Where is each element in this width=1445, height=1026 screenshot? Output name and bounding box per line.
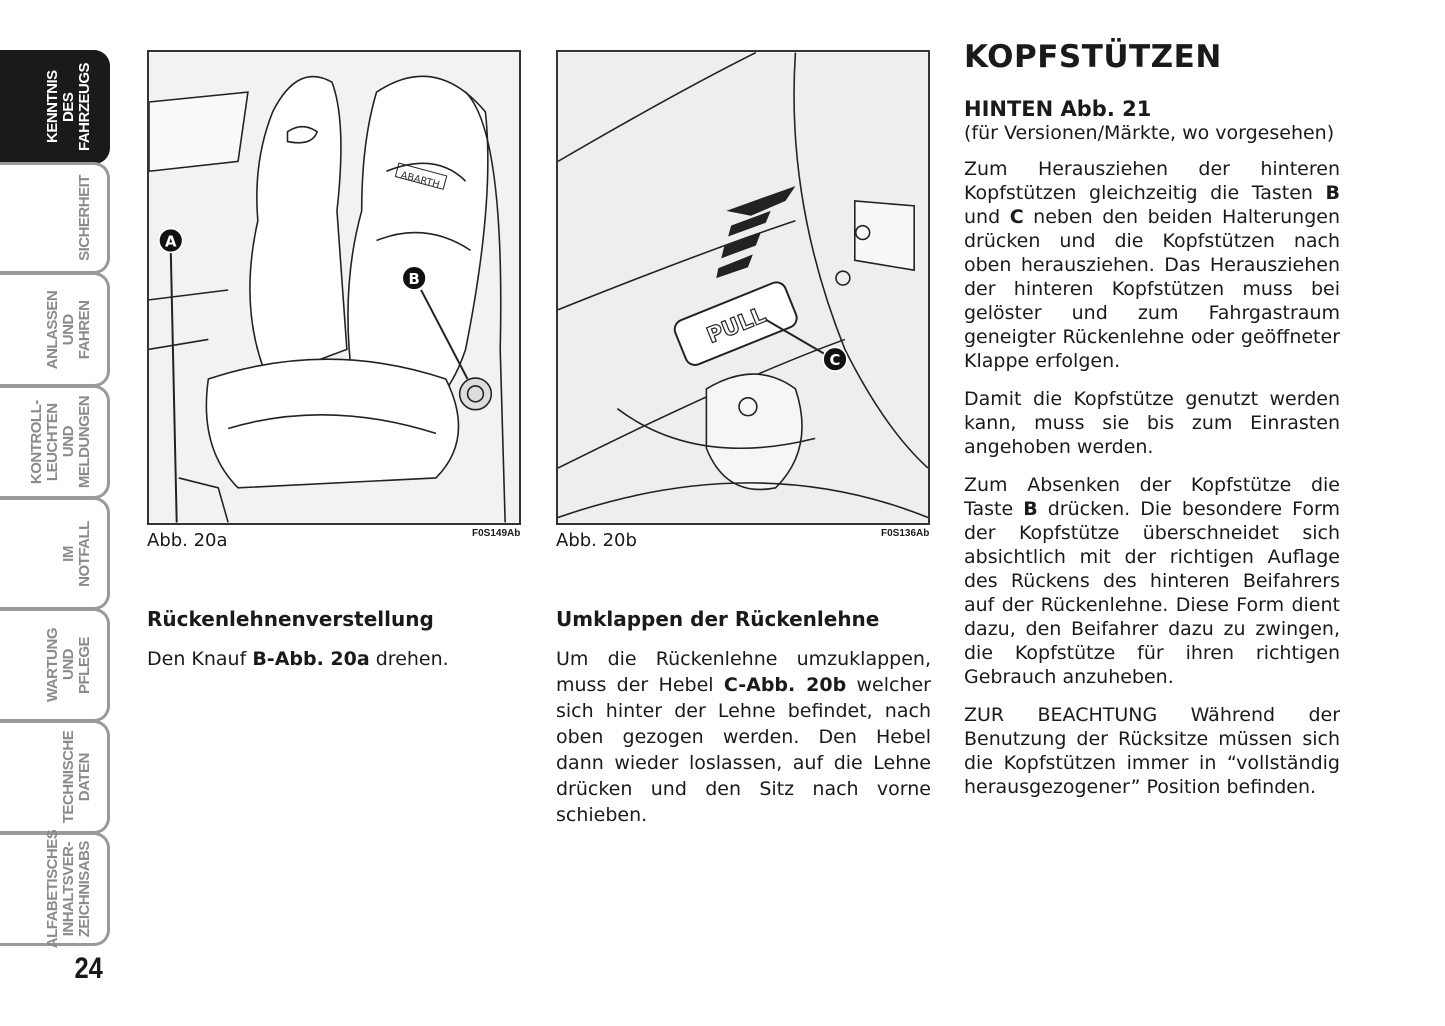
tab-wartung-und-pflege[interactable] <box>0 608 110 722</box>
section-headrests <box>964 39 1340 813</box>
tab-kenntnis-des-fahrzeugs[interactable] <box>0 50 110 164</box>
tab-label: ANLASSEN UND FAHREN <box>44 290 93 369</box>
callout-a <box>159 229 183 253</box>
svg-text:PULL: PULL <box>703 302 770 349</box>
tab-label: ALFABETISCHES INHALTSVER- ZEICHNISABS <box>44 829 93 949</box>
tab-label: KENNTNIS DES FAHRZEUGS <box>44 62 93 152</box>
paragraph-note: ZUR BEACHTUNG Während der Benutzung der Rücksitze müssen sich die Kopfstützen immer in “vollständig herausgezogener” Position befinden. <box>964 704 1340 798</box>
svg-text:B: B <box>408 271 420 289</box>
paragraph: Zum Herausziehen der hinteren Kopfstützen gleichzeitig die Tasten B und C neben den beiden Halterungen drücken und die Kopfstützen nach oben herausziehen. Das Herausziehen der hinteren Kopfstützen muss bei gelöster und zum Fahrgastraum geneigter Rückenlehne oder geöffneter Klappe erfolgen. <box>964 158 1340 372</box>
seat-logo: ABARTH <box>399 170 441 191</box>
figure-code: F0S149Ab <box>472 528 521 539</box>
paragraph: Damit die Kopfstütze genutzt werden kann, muss sie bis zum Einrasten angehoben werden. <box>964 388 1340 458</box>
callout-b <box>402 266 426 290</box>
tab-anlassen-und-fahren[interactable] <box>0 272 110 387</box>
callout-c <box>823 347 847 371</box>
seat-illustration <box>149 52 519 523</box>
section-fold-backrest <box>556 606 931 828</box>
tab-technische-daten[interactable] <box>0 720 110 834</box>
tab-kontrollleuchten[interactable] <box>0 385 110 499</box>
section-heading: Rückenlehnenverstellung <box>147 607 434 631</box>
section-subtitle: HINTEN Abb. 21 <box>964 97 1152 121</box>
tab-sicherheit[interactable] <box>0 162 110 274</box>
tab-label: SICHERHEIT <box>76 175 93 261</box>
section-text: Den Knauf B-Abb. 20a drehen. <box>147 648 449 670</box>
svg-text:C: C <box>829 352 841 370</box>
figure-code: F0S136Ab <box>881 528 930 539</box>
tab-label: TECHNISCHE DATEN <box>60 730 93 824</box>
tab-label: IM NOTFALL <box>60 520 93 587</box>
section-backrest-adjust <box>147 606 523 672</box>
figure-seatback-lever <box>556 50 930 525</box>
section-text: Um die Rückenlehne umzuklappen, muss der Hebel C-Abb. 20b welcher sich hinter der Lehne befindet, nach oben gezogen werden. Den Hebel dann wieder loslassen, auf die Lehne drücken und den Sitz nach vorne schieben. <box>556 648 931 826</box>
lever-illustration <box>558 52 928 523</box>
svg-text:A: A <box>165 233 177 251</box>
tab-index[interactable] <box>0 829 110 949</box>
tab-label: WARTUNG UND PFLEGE <box>44 628 93 702</box>
section-note: (für Versionen/Märkte, wo vorgesehen) <box>964 122 1335 144</box>
page-number: 24 <box>74 952 103 985</box>
tab-label: KONTROLL- LEUCHTEN UND MELDUNGEN <box>28 395 93 489</box>
section-heading: Umklappen der Rückenlehne <box>556 607 880 631</box>
paragraph: Zum Absenken der Kopfstütze die Taste B drücken. Die besondere Form der Kopfstütze überschneidet sich absichtlich mit der richtigen Auflage des Rückens des hinteren Beifahrers auf der Rückenlehne. Diese Form dient dazu, den Beifahrer dazu zu zwingen, die Kopfstütze für ihren richtigen Gebrauch anzuheben. <box>964 474 1340 688</box>
figure-caption: Abb. 20b <box>556 530 637 551</box>
tab-im-notfall[interactable] <box>0 497 110 610</box>
page-title: KOPFSTÜTZEN <box>964 39 1222 75</box>
figure-seat-adjust <box>147 50 521 525</box>
figure-caption: Abb. 20a <box>147 530 228 551</box>
